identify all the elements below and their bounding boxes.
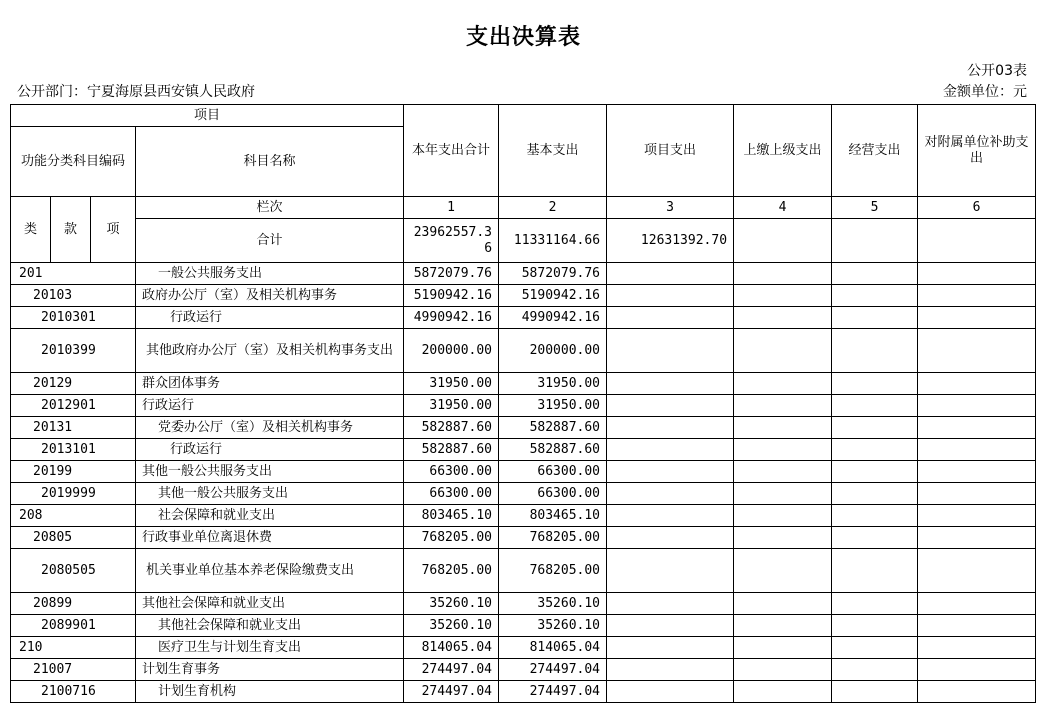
row-basic: 66300.00 bbox=[499, 483, 607, 505]
header-func-code: 功能分类科目编码 bbox=[11, 127, 136, 197]
sum-upper bbox=[734, 219, 832, 263]
row-project bbox=[607, 637, 734, 659]
row-business bbox=[832, 681, 918, 703]
table-row bbox=[11, 439, 1036, 461]
table-row bbox=[11, 263, 1036, 285]
row-upper bbox=[734, 659, 832, 681]
table-row bbox=[11, 307, 1036, 329]
row-project bbox=[607, 593, 734, 615]
row-total: 5872079.76 bbox=[404, 263, 499, 285]
row-basic: 803465.10 bbox=[499, 505, 607, 527]
header-subsidy: 对附属单位补助支出 bbox=[918, 105, 1036, 197]
row-total: 5190942.16 bbox=[404, 285, 499, 307]
header-lei: 类 bbox=[11, 197, 51, 263]
row-code: 20103 bbox=[11, 285, 136, 307]
row-subsidy bbox=[918, 593, 1036, 615]
row-code: 20805 bbox=[11, 527, 136, 549]
header-subject-name: 科目名称 bbox=[136, 127, 404, 197]
row-project bbox=[607, 373, 734, 395]
row-name: 行政运行 bbox=[136, 395, 404, 417]
row-basic: 582887.60 bbox=[499, 417, 607, 439]
row-basic: 66300.00 bbox=[499, 461, 607, 483]
row-project bbox=[607, 329, 734, 373]
row-name: 其他一般公共服务支出 bbox=[136, 483, 404, 505]
table-row bbox=[11, 329, 1036, 373]
row-basic: 5872079.76 bbox=[499, 263, 607, 285]
row-basic: 31950.00 bbox=[499, 395, 607, 417]
amount-unit: 金额单位：元 bbox=[943, 84, 1027, 100]
row-business bbox=[832, 527, 918, 549]
department-label: 公开部门：宁夏海原县西安镇人民政府 bbox=[17, 84, 255, 100]
row-upper bbox=[734, 615, 832, 637]
row-project bbox=[607, 681, 734, 703]
row-basic: 814065.04 bbox=[499, 637, 607, 659]
sum-basic: 11331164.66 bbox=[499, 219, 607, 263]
row-project bbox=[607, 461, 734, 483]
table-row bbox=[11, 637, 1036, 659]
row-name: 计划生育机构 bbox=[136, 681, 404, 703]
row-total: 66300.00 bbox=[404, 461, 499, 483]
sum-label: 合计 bbox=[136, 219, 404, 263]
table-row bbox=[11, 527, 1036, 549]
row-subsidy bbox=[918, 439, 1036, 461]
sum-business bbox=[832, 219, 918, 263]
row-business bbox=[832, 439, 918, 461]
row-upper bbox=[734, 483, 832, 505]
row-total: 768205.00 bbox=[404, 549, 499, 593]
sum-project: 12631392.70 bbox=[607, 219, 734, 263]
row-code: 20199 bbox=[11, 461, 136, 483]
row-subsidy bbox=[918, 615, 1036, 637]
row-project bbox=[607, 659, 734, 681]
index-cell: 4 bbox=[734, 197, 832, 219]
table-row bbox=[11, 593, 1036, 615]
row-project bbox=[607, 417, 734, 439]
row-basic: 4990942.16 bbox=[499, 307, 607, 329]
row-code: 2100716 bbox=[11, 681, 136, 703]
row-code: 2080505 bbox=[11, 549, 136, 593]
row-project bbox=[607, 615, 734, 637]
row-project bbox=[607, 439, 734, 461]
row-basic: 582887.60 bbox=[499, 439, 607, 461]
row-name: 其他社会保障和就业支出 bbox=[136, 593, 404, 615]
row-upper bbox=[734, 329, 832, 373]
sum-subsidy bbox=[918, 219, 1036, 263]
row-basic: 5190942.16 bbox=[499, 285, 607, 307]
table-row bbox=[11, 505, 1036, 527]
row-project bbox=[607, 505, 734, 527]
row-upper bbox=[734, 395, 832, 417]
row-total: 582887.60 bbox=[404, 417, 499, 439]
row-upper bbox=[734, 637, 832, 659]
row-code: 2010301 bbox=[11, 307, 136, 329]
row-basic: 274497.04 bbox=[499, 681, 607, 703]
header-basic: 基本支出 bbox=[499, 105, 607, 197]
row-basic: 768205.00 bbox=[499, 549, 607, 593]
row-basic: 31950.00 bbox=[499, 373, 607, 395]
row-total: 803465.10 bbox=[404, 505, 499, 527]
header-index-label: 栏次 bbox=[136, 197, 404, 219]
index-cell: 6 bbox=[918, 197, 1036, 219]
row-business bbox=[832, 659, 918, 681]
row-total: 31950.00 bbox=[404, 395, 499, 417]
row-subsidy bbox=[918, 395, 1036, 417]
table-row bbox=[11, 549, 1036, 593]
row-basic: 200000.00 bbox=[499, 329, 607, 373]
row-subsidy bbox=[918, 637, 1036, 659]
row-upper bbox=[734, 307, 832, 329]
row-code: 210 bbox=[11, 637, 136, 659]
row-name: 其他政府办公厅（室）及相关机构事务支出 bbox=[136, 329, 404, 373]
row-total: 35260.10 bbox=[404, 593, 499, 615]
row-total: 274497.04 bbox=[404, 659, 499, 681]
row-total: 582887.60 bbox=[404, 439, 499, 461]
row-upper bbox=[734, 593, 832, 615]
row-name: 行政运行 bbox=[136, 307, 404, 329]
row-business bbox=[832, 549, 918, 593]
row-name: 计划生育事务 bbox=[136, 659, 404, 681]
row-upper bbox=[734, 681, 832, 703]
row-project bbox=[607, 483, 734, 505]
row-code: 20131 bbox=[11, 417, 136, 439]
index-cell: 1 bbox=[404, 197, 499, 219]
row-business bbox=[832, 395, 918, 417]
row-total: 768205.00 bbox=[404, 527, 499, 549]
row-name: 社会保障和就业支出 bbox=[136, 505, 404, 527]
row-basic: 768205.00 bbox=[499, 527, 607, 549]
table-row bbox=[11, 681, 1036, 703]
row-project bbox=[607, 263, 734, 285]
row-business bbox=[832, 461, 918, 483]
row-business bbox=[832, 505, 918, 527]
row-upper bbox=[734, 263, 832, 285]
header-kuan: 款 bbox=[51, 197, 91, 263]
row-basic: 274497.04 bbox=[499, 659, 607, 681]
row-business bbox=[832, 329, 918, 373]
row-total: 4990942.16 bbox=[404, 307, 499, 329]
row-subsidy bbox=[918, 263, 1036, 285]
header-project: 项目支出 bbox=[607, 105, 734, 197]
header-total: 本年支出合计 bbox=[404, 105, 499, 197]
table-row bbox=[11, 615, 1036, 637]
row-name: 政府办公厅（室）及相关机构事务 bbox=[136, 285, 404, 307]
row-name: 其他社会保障和就业支出 bbox=[136, 615, 404, 637]
index-cell: 2 bbox=[499, 197, 607, 219]
row-upper bbox=[734, 417, 832, 439]
row-upper bbox=[734, 439, 832, 461]
form-number: 公开03表 bbox=[967, 63, 1027, 79]
index-cell: 5 bbox=[832, 197, 918, 219]
row-name: 一般公共服务支出 bbox=[136, 263, 404, 285]
row-code: 21007 bbox=[11, 659, 136, 681]
expenditure-table bbox=[10, 104, 1036, 703]
row-name: 党委办公厅（室）及相关机构事务 bbox=[136, 417, 404, 439]
row-business bbox=[832, 615, 918, 637]
row-code: 2010399 bbox=[11, 329, 136, 373]
row-upper bbox=[734, 549, 832, 593]
row-subsidy bbox=[918, 285, 1036, 307]
row-subsidy bbox=[918, 461, 1036, 483]
table-row bbox=[11, 483, 1036, 505]
row-subsidy bbox=[918, 373, 1036, 395]
row-upper bbox=[734, 527, 832, 549]
row-name: 行政运行 bbox=[136, 439, 404, 461]
row-upper bbox=[734, 461, 832, 483]
row-subsidy bbox=[918, 329, 1036, 373]
row-business bbox=[832, 593, 918, 615]
row-upper bbox=[734, 285, 832, 307]
row-code: 2019999 bbox=[11, 483, 136, 505]
row-subsidy bbox=[918, 659, 1036, 681]
row-business bbox=[832, 637, 918, 659]
row-code: 2089901 bbox=[11, 615, 136, 637]
table-row bbox=[11, 461, 1036, 483]
page-title: 支出决算表 bbox=[465, 25, 581, 50]
row-name: 医疗卫生与计划生育支出 bbox=[136, 637, 404, 659]
row-basic: 35260.10 bbox=[499, 615, 607, 637]
row-basic: 35260.10 bbox=[499, 593, 607, 615]
table-row bbox=[11, 417, 1036, 439]
header-upper: 上缴上级支出 bbox=[734, 105, 832, 197]
row-project bbox=[607, 307, 734, 329]
row-name: 群众团体事务 bbox=[136, 373, 404, 395]
index-cell: 3 bbox=[607, 197, 734, 219]
row-name: 其他一般公共服务支出 bbox=[136, 461, 404, 483]
row-total: 35260.10 bbox=[404, 615, 499, 637]
row-project bbox=[607, 527, 734, 549]
row-total: 274497.04 bbox=[404, 681, 499, 703]
row-code: 20129 bbox=[11, 373, 136, 395]
row-business bbox=[832, 285, 918, 307]
row-project bbox=[607, 395, 734, 417]
row-business bbox=[832, 307, 918, 329]
row-subsidy bbox=[918, 549, 1036, 593]
row-name: 机关事业单位基本养老保险缴费支出 bbox=[136, 549, 404, 593]
sum-total: 23962557.36 bbox=[404, 219, 499, 263]
row-subsidy bbox=[918, 527, 1036, 549]
table-row bbox=[11, 395, 1036, 417]
row-project bbox=[607, 285, 734, 307]
row-total: 31950.00 bbox=[404, 373, 499, 395]
row-business bbox=[832, 373, 918, 395]
row-subsidy bbox=[918, 483, 1036, 505]
header-business: 经营支出 bbox=[832, 105, 918, 197]
table-row bbox=[11, 373, 1036, 395]
row-total: 66300.00 bbox=[404, 483, 499, 505]
row-name: 行政事业单位离退休费 bbox=[136, 527, 404, 549]
row-total: 814065.04 bbox=[404, 637, 499, 659]
row-total: 200000.00 bbox=[404, 329, 499, 373]
row-code: 208 bbox=[11, 505, 136, 527]
row-business bbox=[832, 417, 918, 439]
header-item: 项目 bbox=[11, 105, 404, 127]
row-business bbox=[832, 263, 918, 285]
table-row bbox=[11, 285, 1036, 307]
row-code: 20899 bbox=[11, 593, 136, 615]
table-row bbox=[11, 659, 1036, 681]
row-subsidy bbox=[918, 505, 1036, 527]
row-project bbox=[607, 549, 734, 593]
row-upper bbox=[734, 373, 832, 395]
row-code: 2012901 bbox=[11, 395, 136, 417]
row-subsidy bbox=[918, 417, 1036, 439]
row-code: 2013101 bbox=[11, 439, 136, 461]
row-upper bbox=[734, 505, 832, 527]
row-subsidy bbox=[918, 681, 1036, 703]
header-xiang: 项 bbox=[91, 197, 136, 263]
row-business bbox=[832, 483, 918, 505]
row-subsidy bbox=[918, 307, 1036, 329]
row-code: 201 bbox=[11, 263, 136, 285]
